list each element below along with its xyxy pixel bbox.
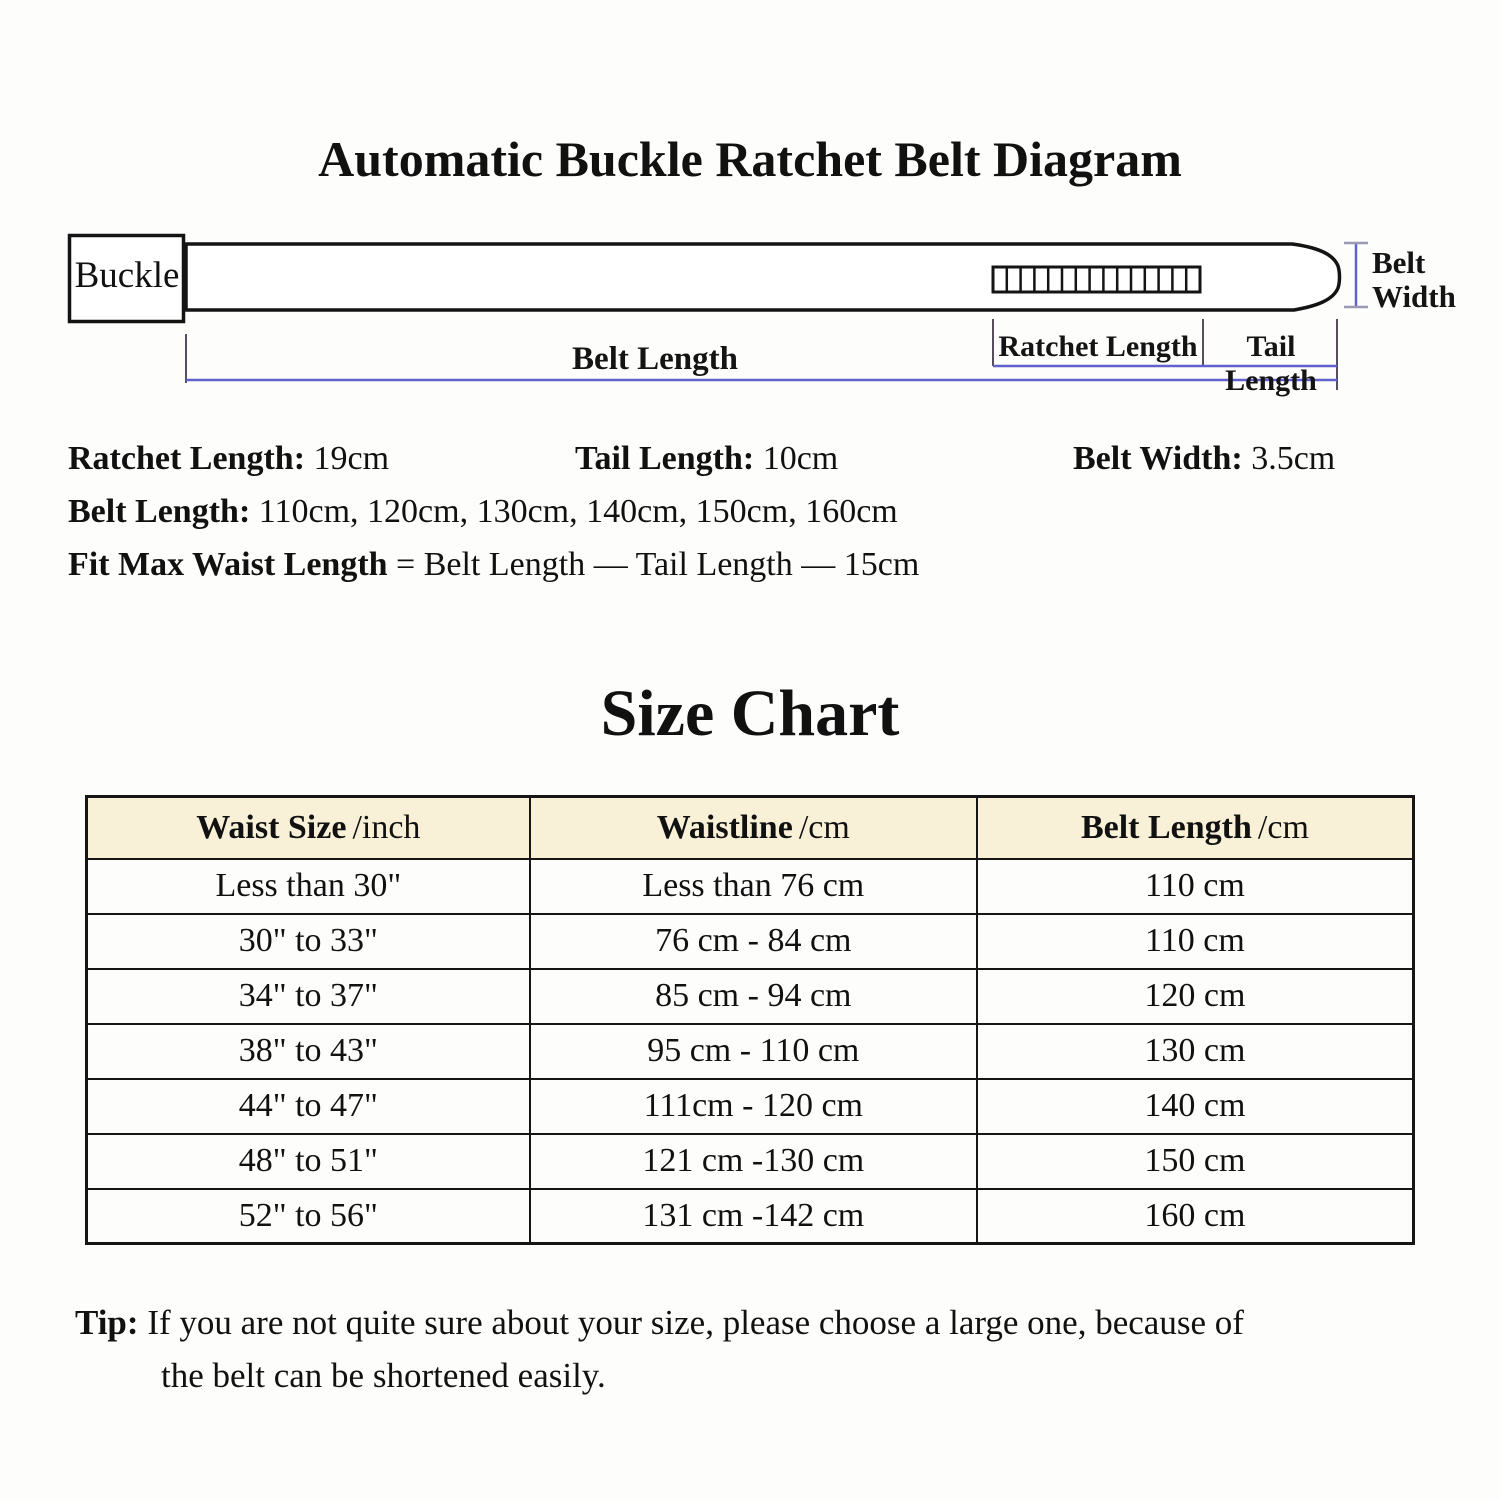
cell-waistline: Less than 76 cm bbox=[530, 859, 977, 914]
table-row bbox=[87, 914, 1414, 969]
cell-waist-size: 38" to 43" bbox=[87, 1024, 530, 1079]
spec-ratchet-length bbox=[68, 440, 389, 478]
cell-waistline: 131 cm -142 cm bbox=[530, 1189, 977, 1244]
spec-belt-width bbox=[1073, 440, 1335, 478]
ratchet-length-label: Ratchet Length bbox=[998, 330, 1198, 363]
table-row bbox=[87, 1024, 1414, 1079]
tip-text-line1: If you are not quite sure about your size, please choose a large one, because of bbox=[147, 1303, 1244, 1342]
belt-diagram-graphic bbox=[0, 220, 1500, 430]
column-header-belt-length bbox=[977, 797, 1414, 859]
spec-fit-formula-label: Fit Max Waist Length bbox=[68, 546, 388, 583]
column-header-belt-length-title: Belt Length bbox=[1080, 808, 1252, 846]
tail-length-label: Tail Length bbox=[1225, 330, 1317, 397]
column-header-waist-size bbox=[87, 797, 530, 859]
cell-belt-length: 120 cm bbox=[977, 969, 1414, 1024]
spec-belt-length bbox=[68, 493, 898, 531]
belt-width-label bbox=[1372, 246, 1456, 314]
cell-belt-length: 110 cm bbox=[977, 859, 1414, 914]
column-header-waistline-unit: /cm bbox=[798, 808, 850, 846]
belt-diagram bbox=[0, 220, 1500, 430]
cell-belt-length: 110 cm bbox=[977, 914, 1414, 969]
tip-note bbox=[75, 1296, 1465, 1402]
spec-belt-length-label: Belt Length: bbox=[68, 493, 251, 530]
column-header-waist-size-unit: /inch bbox=[352, 808, 421, 846]
cell-waistline: 85 cm - 94 cm bbox=[530, 969, 977, 1024]
spec-tail-length-label: Tail Length: bbox=[575, 440, 755, 477]
cell-waistline: 111cm - 120 cm bbox=[530, 1079, 977, 1134]
table-row bbox=[87, 1134, 1414, 1189]
spec-fit-formula bbox=[68, 546, 919, 584]
ratchet-teeth-outline bbox=[993, 267, 1200, 292]
spec-ratchet-length-value: 19cm bbox=[313, 440, 390, 477]
cell-belt-length: 130 cm bbox=[977, 1024, 1414, 1079]
spec-fit-formula-value: = Belt Length — Tail Length — 15cm bbox=[396, 546, 920, 583]
table-row bbox=[87, 1079, 1414, 1134]
cell-waistline: 76 cm - 84 cm bbox=[530, 914, 977, 969]
cell-waistline: 95 cm - 110 cm bbox=[530, 1024, 977, 1079]
size-chart-table bbox=[85, 795, 1415, 1245]
tip-label: Tip: bbox=[75, 1303, 139, 1342]
spec-belt-width-label: Belt Width: bbox=[1073, 440, 1243, 477]
spec-ratchet-length-label: Ratchet Length: bbox=[68, 440, 306, 477]
table-row bbox=[87, 859, 1414, 914]
cell-belt-length: 150 cm bbox=[977, 1134, 1414, 1189]
buckle-label: Buckle bbox=[74, 255, 180, 296]
column-header-waistline bbox=[530, 797, 977, 859]
cell-waistline: 121 cm -130 cm bbox=[530, 1134, 977, 1189]
table-header-row bbox=[87, 797, 1414, 859]
cell-waist-size: 34" to 37" bbox=[87, 969, 530, 1024]
column-header-waistline-title: Waistline bbox=[656, 808, 793, 846]
cell-waist-size: 30" to 33" bbox=[87, 914, 530, 969]
belt-width-label-line1: Belt bbox=[1372, 245, 1426, 280]
cell-waist-size: 48" to 51" bbox=[87, 1134, 530, 1189]
belt-length-label: Belt Length bbox=[572, 341, 738, 377]
spec-belt-width-value: 3.5cm bbox=[1251, 440, 1336, 477]
spec-tail-length-value: 10cm bbox=[762, 440, 839, 477]
cell-waist-size: 52" to 56" bbox=[87, 1189, 530, 1244]
cell-waist-size: 44" to 47" bbox=[87, 1079, 530, 1134]
cell-belt-length: 140 cm bbox=[977, 1079, 1414, 1134]
spec-tail-length bbox=[575, 440, 838, 478]
tip-text-line2: the belt can be shortened easily. bbox=[161, 1356, 606, 1395]
spec-belt-length-value: 110cm, 120cm, 130cm, 140cm, 150cm, 160cm bbox=[258, 493, 898, 530]
column-header-waist-size-title: Waist Size bbox=[196, 808, 347, 846]
belt-width-label-line2: Width bbox=[1372, 279, 1456, 314]
table-row bbox=[87, 1189, 1414, 1244]
page-title: Automatic Buckle Ratchet Belt Diagram bbox=[318, 131, 1182, 187]
size-chart-heading: Size Chart bbox=[600, 677, 900, 750]
cell-waist-size: Less than 30" bbox=[87, 859, 530, 914]
column-header-belt-length-unit: /cm bbox=[1257, 808, 1309, 846]
table-row bbox=[87, 969, 1414, 1024]
cell-belt-length: 160 cm bbox=[977, 1189, 1414, 1244]
